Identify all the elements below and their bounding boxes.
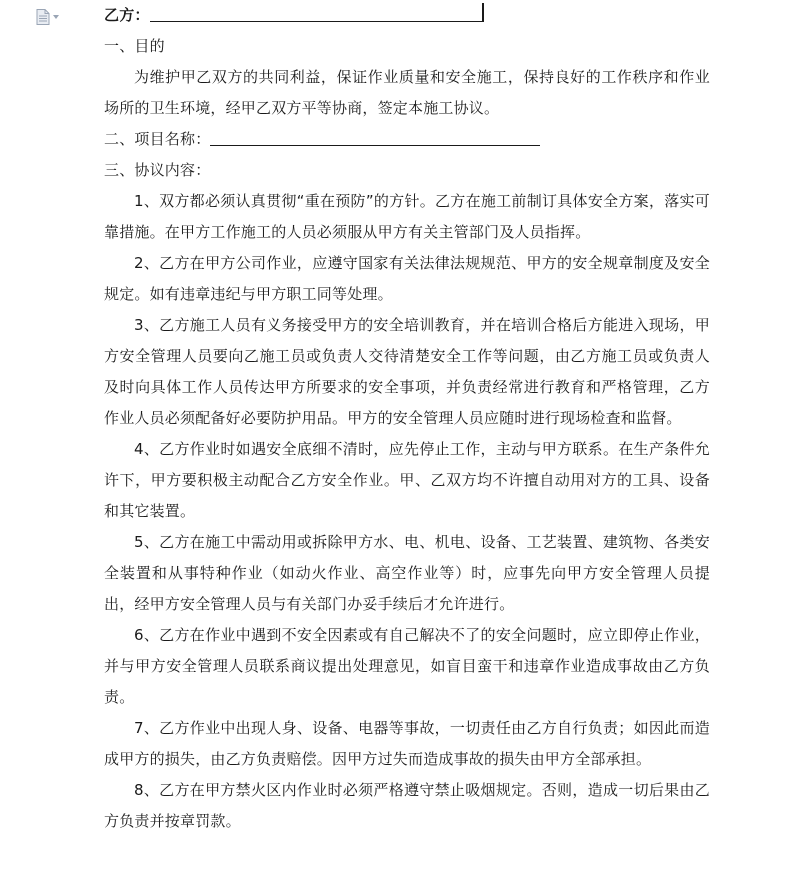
- clause-7: 7、乙方作业中出现人身、设备、电器等事故，一切责任由乙方自行负责；如因此而造成甲方的损失，由乙方负责赔偿。因甲方过失而造成事故的损失由甲方全部承担。: [104, 719, 710, 768]
- purpose-heading: 一、目的: [104, 37, 165, 55]
- purpose-paragraph: 为维护甲乙双方的共同利益，保证作业质量和安全施工，保持良好的工作秩序和作业场所的卫生环境，经甲乙双方平等协商，签定本施工协议。: [104, 68, 710, 117]
- clause-3: 3、乙方施工人员有义务接受甲方的安全培训教育，并在培训合格后方能进入现场，甲方安全管理人员要向乙施工员或负责人交待清楚安全工作等问题，由乙方施工员或负责人及时向具体工作人员传达甲方所要求的安全事项，并负责经常进行教育和严格管理，乙方作业人员必须配备好必要防护用品。甲方的安全管理人员应随时进行现场检查和监督。: [104, 316, 710, 427]
- party-b-label: 乙方：: [104, 6, 150, 24]
- clause-8: 8、乙方在甲方禁火区内作业时必须严格遵守禁止吸烟规定。否则，造成一切后果由乙方负责并按章罚款。: [104, 781, 710, 830]
- project-name-line: [104, 124, 710, 155]
- party-b-line: [104, 0, 710, 31]
- document-menu[interactable]: [36, 8, 64, 26]
- clause-5: 5、乙方在施工中需动用或拆除甲方水、电、机电、设备、工艺装置、建筑物、各类安全装置和从事特种作业（如动火作业、高空作业等）时，应事先向甲方安全管理人员提出，经甲方安全管理人员与有关部门办妥手续后才允许进行。: [104, 533, 710, 613]
- project-name-field[interactable]: [210, 127, 540, 146]
- clause-2: 2、乙方在甲方公司作业，应遵守国家有关法律法规规范、甲方的安全规章制度及安全规定。如有违章违纪与甲方职工同等处理。: [104, 254, 710, 303]
- document-page: [104, 0, 710, 837]
- project-name-label: 二、项目名称：: [104, 130, 211, 148]
- dropdown-arrow-icon: [53, 15, 59, 19]
- clause-1: 1、双方都必须认真贯彻“重在预防”的方针。乙方在施工前制订具体安全方案，落实可靠措施。在甲方工作施工的人员必须服从甲方有关主管部门及人员指挥。: [104, 192, 710, 241]
- document-icon: [36, 9, 50, 25]
- clause-6: 6、乙方在作业中遇到不安全因素或有自己解决不了的安全问题时，应立即停止作业，并与甲方安全管理人员联系商议提出处理意见，如盲目蛮干和违章作业造成事故由乙方负责。: [104, 626, 710, 706]
- clause-4: 4、乙方作业时如遇安全底细不清时，应先停止工作，主动与甲方联系。在生产条件允许下，甲方要积极主动配合乙方安全作业。甲、乙双方均不许擅自动用对方的工具、设备和其它装置。: [104, 440, 710, 520]
- party-b-field[interactable]: [150, 3, 484, 22]
- content-heading: 三、协议内容：: [104, 161, 211, 179]
